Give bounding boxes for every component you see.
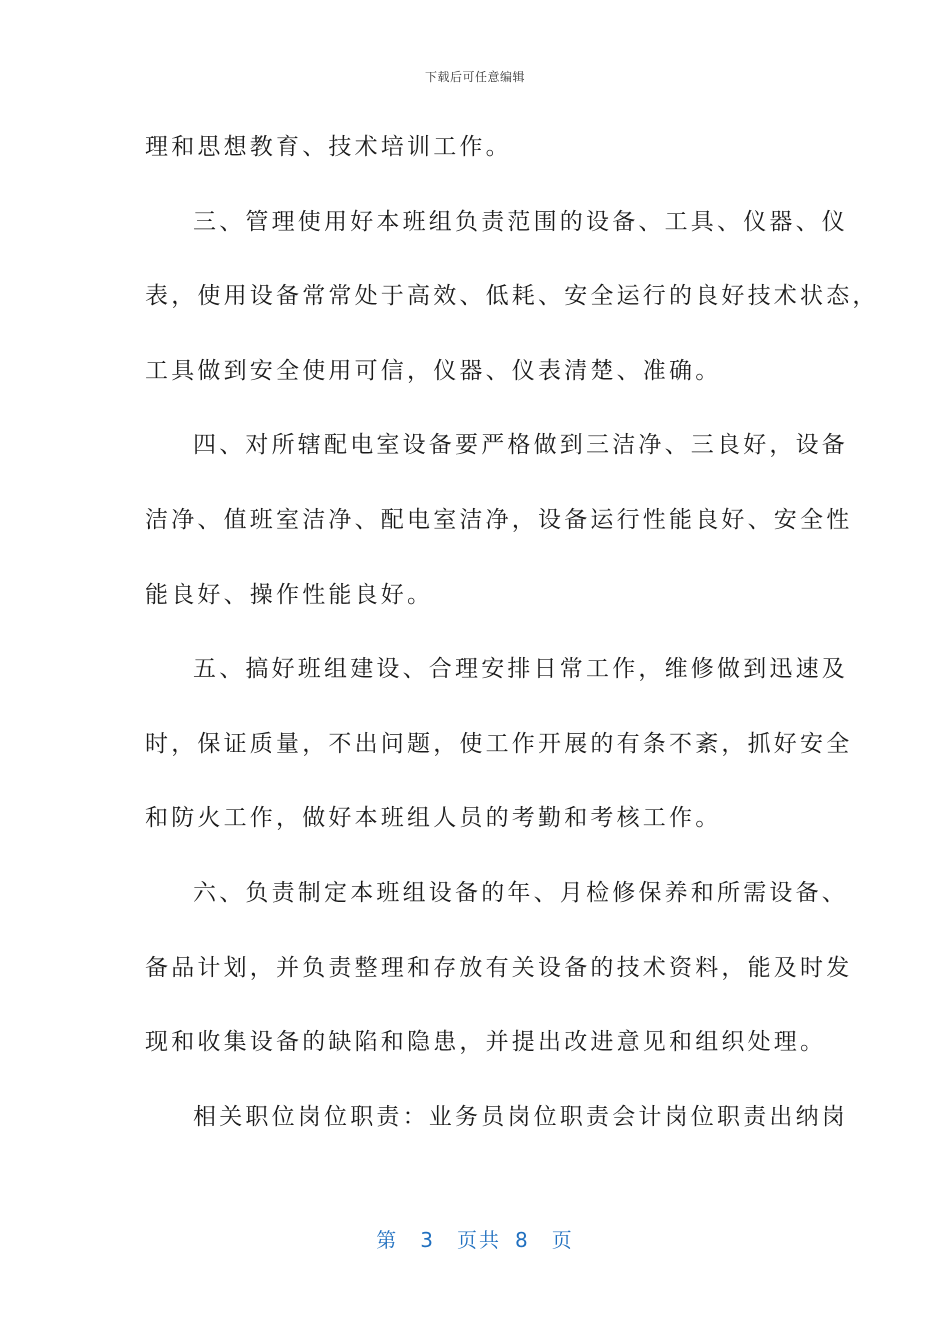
footer-suffix: 页	[551, 1228, 574, 1252]
text-line: 备品计划，并负责整理和存放有关设备的技术资料，能及时发	[145, 954, 853, 981]
text-line: 能良好、操作性能良好。	[145, 581, 434, 608]
text-line: 六、负责制定本班组设备的年、月检修保养和所需设备、	[193, 879, 848, 906]
footer-page-number: 3	[420, 1228, 435, 1252]
text-line: 五、搞好班组建设、合理安排日常工作，维修做到迅速及	[193, 656, 848, 683]
text-line: 和防火工作，做好本班组人员的考勤和考核工作。	[145, 805, 722, 832]
footer-prefix: 第	[376, 1228, 399, 1252]
text-line: 时，保证质量，不出问题，使工作开展的有条不紊，抓好安全	[145, 730, 853, 757]
text-line: 表，使用设备常常处于高效、低耗、安全运行的良好技术状态，	[145, 283, 879, 310]
text-line: 理和思想教育、技术培训工作。	[145, 134, 512, 160]
page-footer	[0, 1224, 950, 1253]
text-line: 现和收集设备的缺陷和隐患，并提出改进意见和组织处理。	[145, 1029, 827, 1056]
header-note: 下载后可任意编辑	[424, 70, 525, 84]
text-line: 工具做到安全使用可信，仪器、仪表清楚、准确。	[145, 357, 722, 384]
text-line: 洁净、值班室洁净、配电室洁净，设备运行性能良好、安全性	[145, 506, 853, 533]
footer-middle: 页共	[457, 1228, 501, 1252]
document-body	[145, 110, 879, 1154]
text-line: 四、对所辖配电室设备要严格做到三洁净、三良好，设备	[193, 432, 848, 459]
footer-total-pages: 8	[515, 1228, 530, 1252]
text-line: 三、管理使用好本班组负责范围的设备、工具、仪器、仪	[193, 208, 848, 235]
text-line: 相关职位岗位职责：业务员岗位职责会计岗位职责出纳岗	[193, 1103, 848, 1130]
